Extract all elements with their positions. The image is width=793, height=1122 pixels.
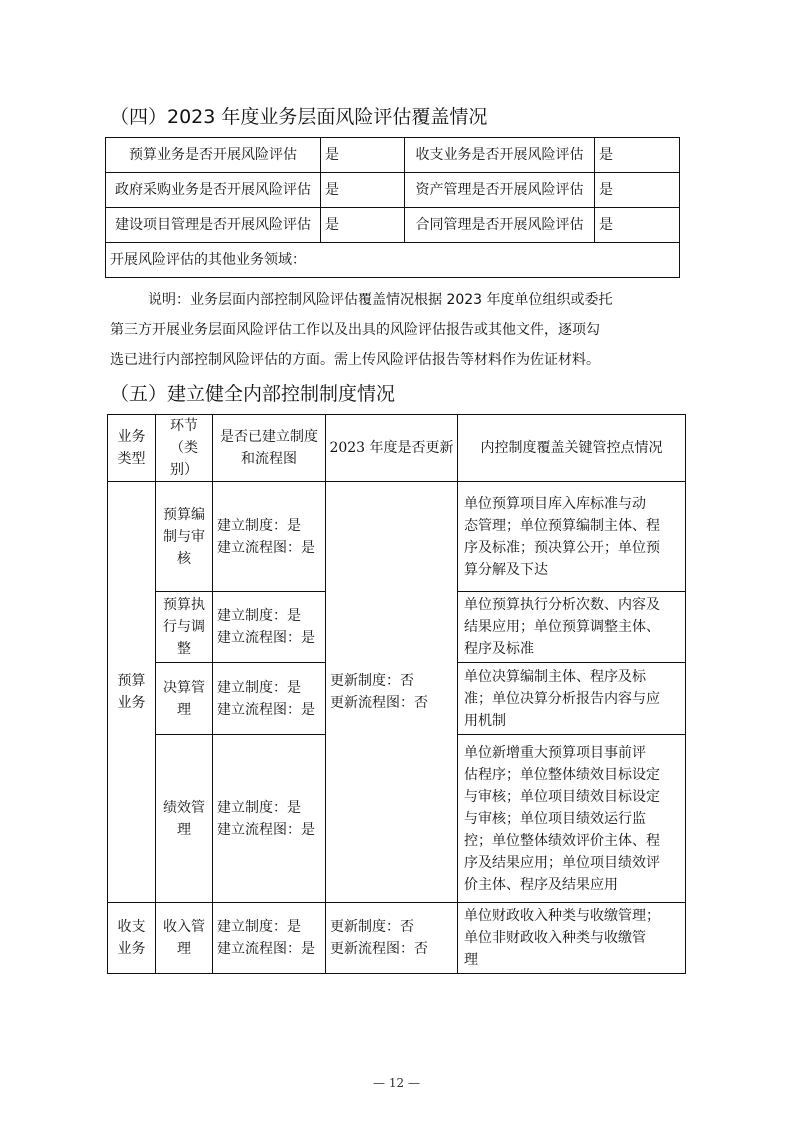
cell-label: 政府采购业务是否开展风险评估 <box>106 173 321 208</box>
stage-cell: 预算编 制与审 核 <box>156 482 213 592</box>
note-line: 第三方开展业务层面风险评估工作以及出具的风险评估报告或其他文件，逐项勾 <box>110 322 600 338</box>
note-line: 说明：业务层面内部控制风险评估覆盖情况根据 2023 年度单位组织或委托 <box>148 292 613 308</box>
table-row <box>106 173 680 208</box>
coverage-cell: 单位决算编制主体、程序及标 准；单位决算分析报告内容与应 用机制 <box>458 663 686 735</box>
section4-title: （四）2023 年度业务层面风险评估覆盖情况 <box>110 106 488 128</box>
established-cell: 建立制度：是 建立流程图：是 <box>213 903 326 974</box>
header-established: 是否已建立制度 和流程图 <box>213 415 326 482</box>
type-cell-revenue: 收支 业务 <box>108 903 156 974</box>
header-coverage: 内控制度覆盖关键管控点情况 <box>458 415 686 482</box>
established-cell: 建立制度：是 建立流程图：是 <box>213 482 326 592</box>
cell-label: 收支业务是否开展风险评估 <box>405 138 595 173</box>
table-row <box>106 138 680 173</box>
updated-cell-revenue: 更新制度：否 更新流程图：否 <box>326 903 458 974</box>
risk-assessment-table <box>105 137 680 278</box>
table-header-row <box>108 415 686 482</box>
cell-label: 合同管理是否开展风险评估 <box>405 208 595 243</box>
table-row <box>106 243 680 278</box>
cell-value: 是 <box>595 138 680 173</box>
table-row <box>108 482 686 592</box>
coverage-cell: 单位预算项目库入库标准与动 态管理；单位预算编制主体、程 序及标准；预决算公开；单位预 算分解及下达 <box>458 482 686 592</box>
stage-cell: 决算管 理 <box>156 663 213 735</box>
header-type: 业务 类型 <box>108 415 156 482</box>
coverage-cell: 单位新增重大预算项目事前评 估程序；单位整体绩效目标设定 与审核；单位项目绩效目标设定 与审核；单位项目绩效运行监 控；单位整体绩效评价主体、程 序及结果应用；单位项目绩效评 价主体、程序及结果应用 <box>458 735 686 903</box>
type-cell-budget: 预算 业务 <box>108 482 156 903</box>
section5-title: （五）建立健全内部控制制度情况 <box>110 383 396 405</box>
stage-cell: 预算执 行与调 整 <box>156 592 213 663</box>
other-areas-cell: 开展风险评估的其他业务领域： <box>106 243 680 278</box>
table-row <box>106 208 680 243</box>
cell-value: 是 <box>595 208 680 243</box>
established-cell: 建立制度：是 建立流程图：是 <box>213 592 326 663</box>
established-cell: 建立制度：是 建立流程图：是 <box>213 663 326 735</box>
header-updated: 2023 年度是否更新 <box>326 415 458 482</box>
coverage-cell: 单位财政收入种类与收缴管理； 单位非财政收入种类与收缴管 理 <box>458 903 686 974</box>
table-row <box>108 903 686 974</box>
note-line: 选已进行内部控制风险评估的方面。需上传风险评估报告等材料作为佐证材料。 <box>110 352 600 368</box>
cell-label: 建设项目管理是否开展风险评估 <box>106 208 321 243</box>
established-cell: 建立制度：是 建立流程图：是 <box>213 735 326 903</box>
updated-cell-budget: 更新制度：否 更新流程图：否 <box>326 482 458 903</box>
cell-label: 预算业务是否开展风险评估 <box>106 138 321 173</box>
cell-value: 是 <box>321 208 405 243</box>
stage-cell: 收入管 理 <box>156 903 213 974</box>
cell-value: 是 <box>595 173 680 208</box>
internal-control-table <box>107 414 686 974</box>
cell-label: 资产管理是否开展风险评估 <box>405 173 595 208</box>
cell-value: 是 <box>321 173 405 208</box>
coverage-cell: 单位预算执行分析次数、内容及 结果应用；单位预算调整主体、 程序及标准 <box>458 592 686 663</box>
stage-cell: 绩效管 理 <box>156 735 213 903</box>
cell-value: 是 <box>321 138 405 173</box>
header-stage: 环节 （类 别） <box>156 415 213 482</box>
page-number: — 12 — <box>373 1076 420 1090</box>
